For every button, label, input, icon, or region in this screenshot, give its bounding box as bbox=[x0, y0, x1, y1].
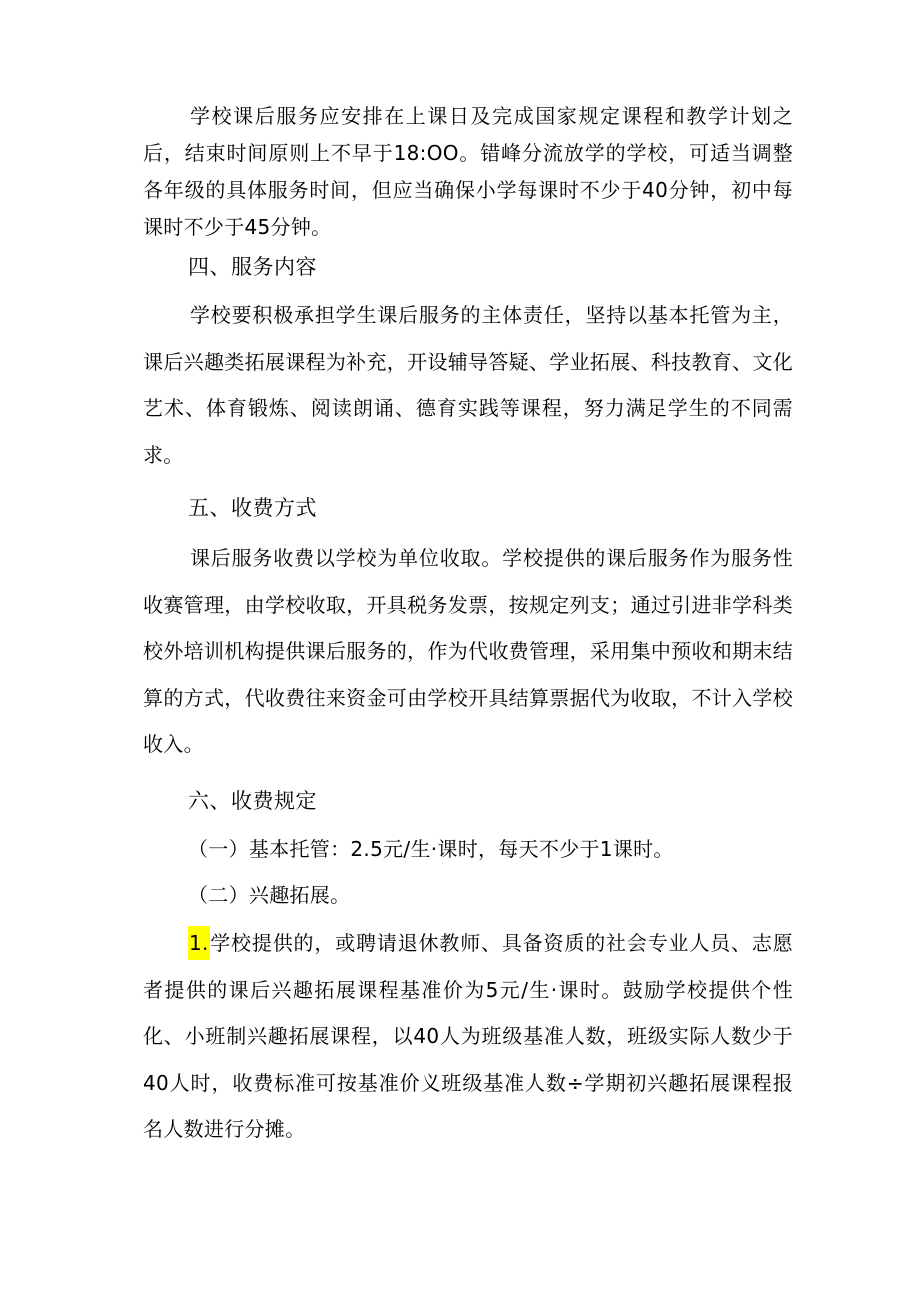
fee-rule-interest-extension: （二）兴趣拓展。 bbox=[188, 883, 351, 907]
fee-method-paragraph: 课后服务收费以学校为单位收取。学校提供的课后服务作为服务性收赛管理，由学校收取，开具税务发票，按规定列支；通过引进非学科类校外培训机构提供课后服务的，作为代收费管理，采用集中预收和期末结算的方式，代收费往来资金可由学校开具结算票据代为收取，不计入学校收入。 bbox=[143, 546, 793, 756]
interest-extension-paragraph bbox=[143, 920, 793, 1153]
fee-rule-basic-care: （一）基本托管：2.5元/生·课时，每天不少于1课时。 bbox=[188, 837, 674, 861]
service-content-paragraph: 学校要积极承担学生课后服务的主体责任，坚持以基本托管为主，课后兴趣类拓展课程为补充，开设辅导答疑、学业拓展、科技教育、文化艺术、体育锻炼、阅读朗诵、德育实践等课程，努力满足学生的不同需求。 bbox=[143, 303, 793, 467]
highlighted-list-marker: 1. bbox=[188, 926, 210, 960]
section-heading-fee-rules: 六、收费规定 bbox=[188, 789, 317, 813]
intro-paragraph: 学校课后服务应安排在上课日及完成国家规定课程和教学计划之后，结束时间原则上不早于18:OO。错峰分流放学的学校，可适当调整各年级的具体服务时间，但应当确保小学每课时不少于40分钟，初中每课时不少于45分钟。 bbox=[143, 104, 793, 239]
section-heading-service-content: 四、服务内容 bbox=[188, 255, 317, 279]
section-heading-fee-method: 五、收费方式 bbox=[188, 496, 317, 520]
interest-extension-text: 学校提供的，或聘请退休教师、具备资质的社会专业人员、志愿者提供的课后兴趣拓展课程基准价为5元/生·课时。鼓励学校提供个性化、小班制兴趣拓展课程，以40人为班级基准人数，班级实际人数少于40人时，收费标准可按基准价义班级基准人数÷学期初兴趣拓展课程报名人数进行分摊。 bbox=[143, 931, 793, 1141]
